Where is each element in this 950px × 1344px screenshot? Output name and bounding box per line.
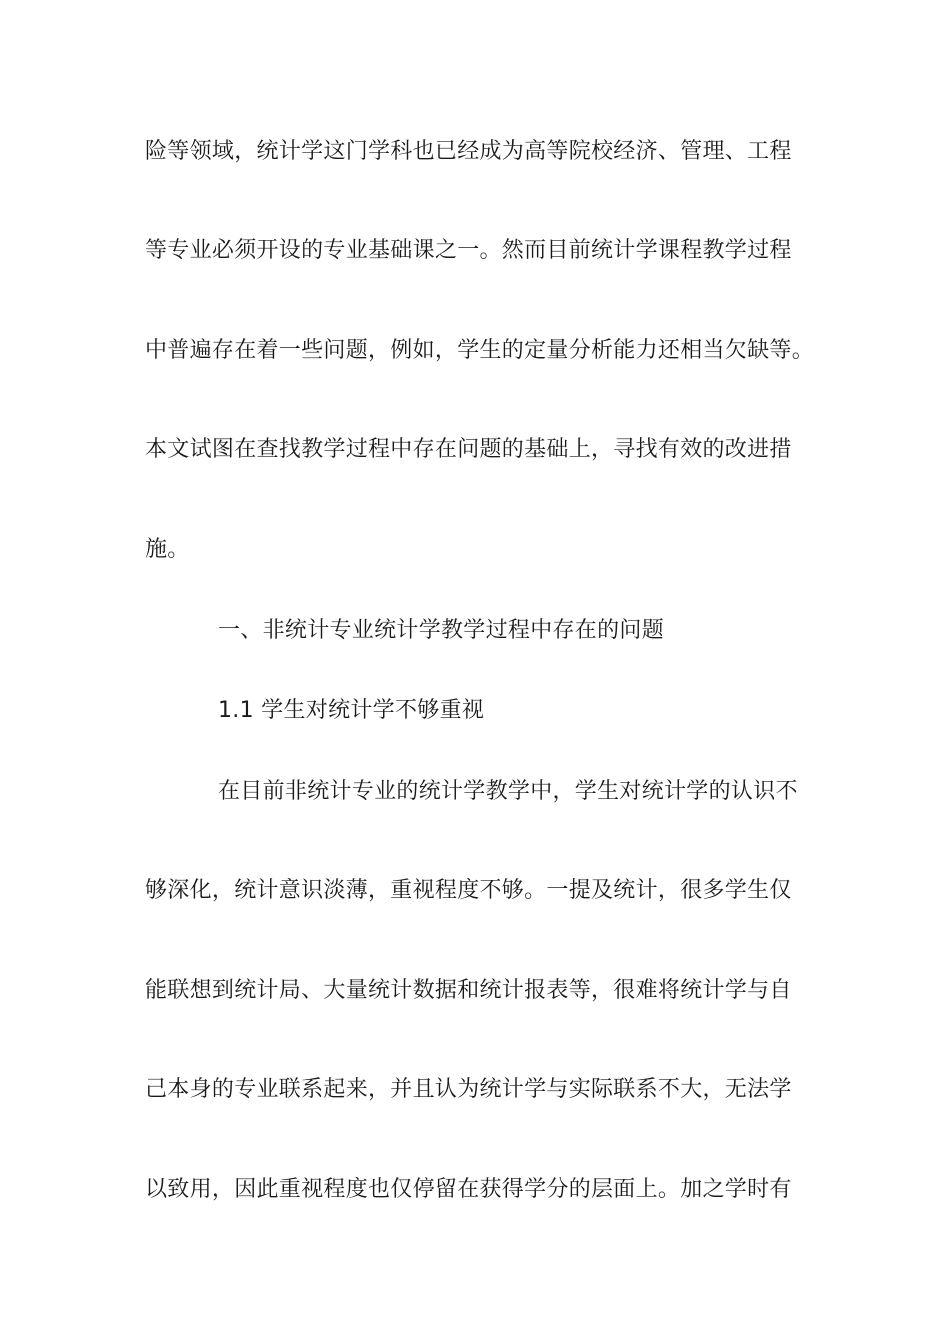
paragraph-line: 险等领域，统计学这门学科也已经成为高等院校经济、管理、工程 xyxy=(145,139,792,164)
paragraph-line: 施。 xyxy=(145,537,190,562)
paragraph-line: 在目前非统计专业的统计学教学中，学生对统计学的认识不 xyxy=(218,779,798,804)
paragraph-line: 够深化，统计意识淡薄，重视程度不够。一提及统计，很多学生仅 xyxy=(145,878,792,903)
paragraph-line: 以致用，因此重视程度也仅停留在获得学分的层面上。加之学时有 xyxy=(145,1177,792,1202)
paragraph-line: 能联想到统计局、大量统计数据和统计报表等，很难将统计学与自 xyxy=(145,978,792,1003)
section-heading: 一、非统计专业统计学教学过程中存在的问题 xyxy=(218,618,665,643)
paragraph-line: 等专业必须开设的专业基础课之一。然而目前统计学课程教学过程 xyxy=(145,238,792,263)
paragraph-line: 本文试图在查找教学过程中存在问题的基础上，寻找有效的改进措 xyxy=(145,437,792,462)
paragraph-line: 中普遍存在着一些问题，例如，学生的定量分析能力还相当欠缺等。 xyxy=(145,338,815,363)
paragraph-line: 己本身的专业联系起来，并且认为统计学与实际联系不大，无法学 xyxy=(145,1077,792,1102)
subsection-heading: 1.1 学生对统计学不够重视 xyxy=(218,698,485,723)
